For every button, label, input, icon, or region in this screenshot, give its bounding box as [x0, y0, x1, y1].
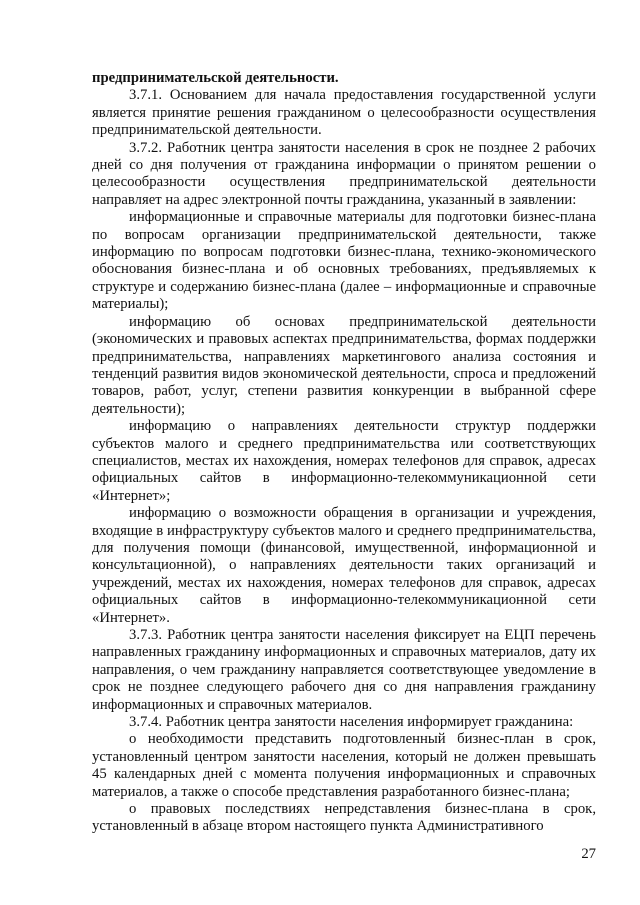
page-number: 27 — [581, 846, 596, 862]
paragraph-support-structures: информацию о направлениях деятельности структур поддержки субъектов малого и среднего предпринимательства или соответствующих специалистов, местах их нахождения, номерах телефонов для справок, адресах официальных сайтов в информационно-телекоммуникационной сети «Интернет»; — [92, 418, 596, 504]
document-page — [92, 70, 596, 836]
paragraph-info-materials: информационные и справочные материалы для подготовки бизнес-плана по вопросам организации предпринимательской деятельности, также информацию по вопросам подготовки бизнес-плана, технико-экономического обоснования бизнес-плана и об основных требованиях, предъявляемых к структуре и содержанию бизнес-плана (далее – информационные и справочные материалы); — [92, 209, 596, 313]
paragraph-heading-continuation: предпринимательской деятельности. — [92, 70, 339, 86]
paragraph-3-7-2: 3.7.2. Работник центра занятости населения в срок не позднее 2 рабочих дней со дня получения от гражданина информации о принятом решении о целесообразности осуществления предпринимательской деятельности направляет на адрес электронной почты гражданина, указанный в заявлении: — [92, 139, 596, 208]
paragraph-3-7-4: 3.7.4. Работник центра занятости населения информирует гражданина: — [129, 714, 574, 731]
paragraph-entrepreneurship-basics: информацию об основах предпринимательской деятельности (экономических и правовых аспектах предпринимательства, формах поддержки предпринимательства, направлениях маркетингового анализа состояния и тенденций развития видов экономической деятельности, спроса и предложений товаров, работ, услуг, степени развития конкуренции в выбранной сфере деятельности); — [92, 313, 596, 417]
paragraph-infrastructure-organizations: информацию о возможности обращения в организации и учреждения, входящие в инфраструктуру субъектов малого и среднего предпринимательства, для получения помощи (финансовой, имущественной, информационной и консультационной), о направлениях деятельности таких организаций и учреждений, местах их нахождения, номерах телефонов для справок, адресах официальных сайтов в информационно-телекоммуникационной сети «Интернет». — [92, 505, 596, 626]
paragraph-legal-consequences: о правовых последствиях непредставления бизнес-плана в срок, установленный в абзаце втором настоящего пункта Административного — [92, 801, 596, 835]
paragraph-3-7-1: 3.7.1. Основанием для начала предоставления государственной услуги является принятие решения гражданином о целесообразности осуществления предпринимательской деятельности. — [92, 87, 596, 139]
paragraph-3-7-3: 3.7.3. Работник центра занятости населения фиксирует на ЕЦП перечень направленных гражданину информационных и справочных материалов, дату их направления, о чем гражданину направляется соответствующее уведомление в срок не позднее следующего рабочего дня со дня направления гражданину информационных и справочных материалов. — [92, 627, 596, 713]
paragraph-business-plan-deadline: о необходимости представить подготовленный бизнес-план в срок, установленный центром занятости населения, который не должен превышать 45 календарных дней с момента получения информационных и справочных материалов, а также о способе представления разработанного бизнес-плана; — [92, 731, 596, 800]
